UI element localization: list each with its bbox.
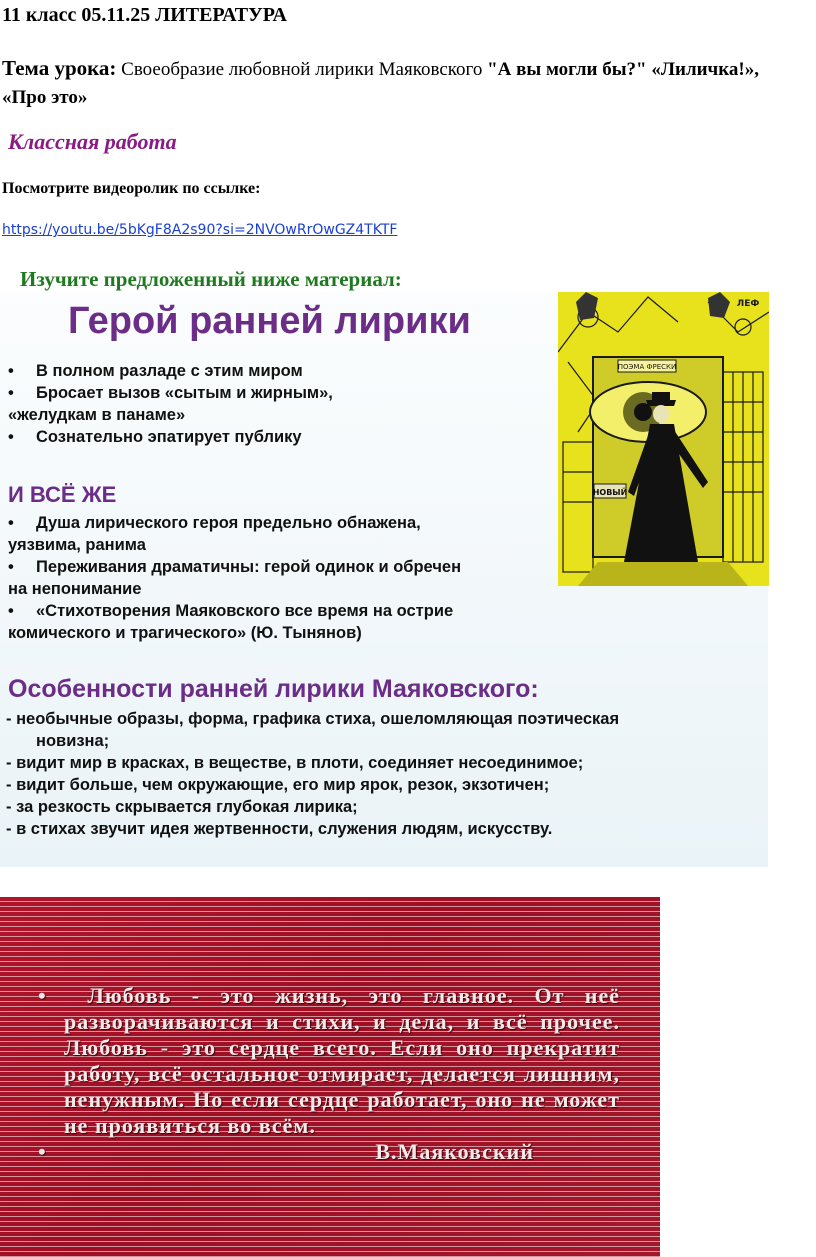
page-header: 11 класс 05.11.25 ЛИТЕРАТУРА <box>2 4 287 26</box>
poster-banner-text: ПОЭМА ФРЕСКИ <box>617 363 677 371</box>
list-item: • Душа лирического героя предельно обнажена, <box>8 514 421 532</box>
topic-works: "А вы могли бы?" «Лиличка!», «Про это» <box>2 59 759 108</box>
list-item: • Переживания драматичны: герой одинок и обречен <box>8 558 462 576</box>
topic-text: Своеобразие любовной лирики Маяковского <box>116 59 488 80</box>
list-item: - видит больше, чем окружающие, его мир ярок, резок, экзотичен; <box>6 776 550 794</box>
video-link[interactable]: https://youtu.be/5bKgF8A2s90?si=2NVOwRrOwGZ4TKTF <box>2 222 398 238</box>
list-item: - в стихах звучит идея жертвенности, служения людям, искусству. <box>6 820 553 838</box>
poster-small-label: НОВЫЙ <box>592 488 628 497</box>
poster-top-text: ЛЕФ <box>736 299 760 309</box>
mayakovsky-quote <box>38 983 620 1165</box>
quote-text: • Любовь - это жизнь, это главное. От неё разворачиваются и стихи, и дела, и всё прочее. Любовь - это сердце всего. Если оно прекратит работу, всё остальное отмирает, делается лишним, ненужным. Но если сердце работает, оно не может не проявиться во всём. <box>38 983 621 1138</box>
list-item: «желудкам в панаме» <box>8 406 186 424</box>
classwork-heading: Классная работа <box>8 129 177 154</box>
poster-illustration <box>558 292 769 586</box>
list-item: новизна; <box>36 732 110 750</box>
watch-instruction: Посмотрите видеоролик по ссылке: <box>2 180 261 197</box>
list-item: на непонимание <box>8 580 142 598</box>
list-item: • Сознательно эпатирует публику <box>8 428 302 446</box>
mayakovsky-poster-image <box>558 292 769 586</box>
list-item: уязвима, ранима <box>8 536 146 554</box>
list-item: - за резкость скрывается глубокая лирика; <box>6 798 358 816</box>
topic-label: Тема урока: <box>2 56 117 80</box>
quote-signature: • В.Маяковский <box>38 1139 534 1164</box>
list-item: - необычные образы, форма, графика стиха, ошеломляющая поэтическая <box>6 710 620 728</box>
features-heading: Особенности ранней лирики Маяковского: <box>8 675 539 703</box>
quote-author: В.Маяковский <box>375 1139 534 1164</box>
study-instruction: Изучите предложенный ниже материал: <box>20 267 402 291</box>
section-heading: И ВСЁ ЖЕ <box>8 482 117 507</box>
slide-title: Герой ранней лирики <box>68 300 471 342</box>
list-item: комического и трагического» (Ю. Тынянов) <box>8 624 362 642</box>
list-item: • «Стихотворения Маяковского все время на острие <box>8 602 454 620</box>
list-item: - видит мир в красках, в веществе, в плоти, соединяет несоединимое; <box>6 754 584 772</box>
soul-bullets <box>8 512 461 644</box>
list-item: • Бросает вызов «сытым и жирным», <box>8 384 333 402</box>
hero-bullets <box>8 360 333 448</box>
slide-quote-love <box>0 897 660 1257</box>
list-item: • В полном разладе с этим миром <box>8 362 303 380</box>
lesson-topic <box>2 54 792 112</box>
features-list <box>6 708 619 840</box>
